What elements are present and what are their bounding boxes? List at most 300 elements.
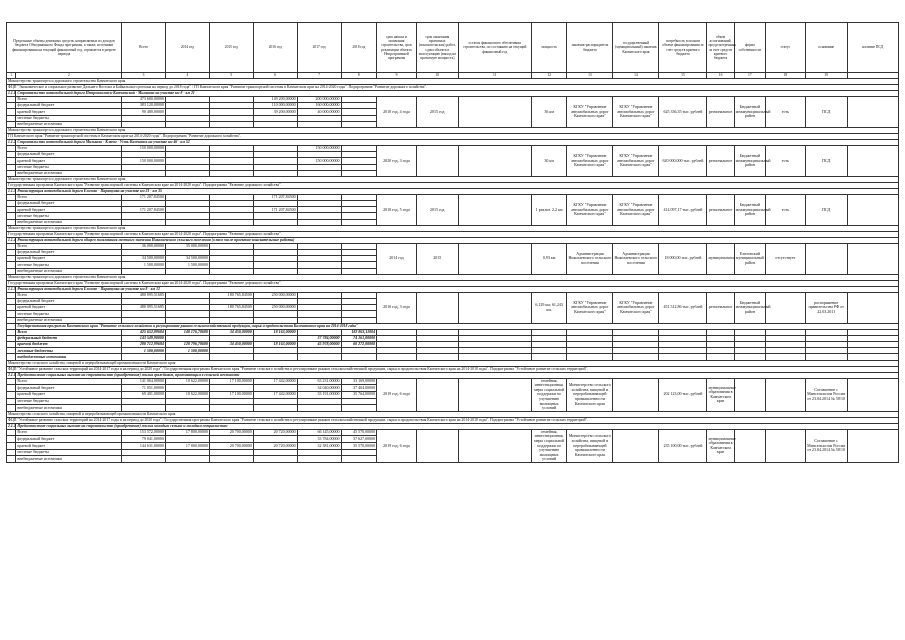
status-cell: есть [766, 145, 806, 176]
funding-value: 63 231,00000 [297, 378, 341, 385]
column-number: 13 [567, 73, 613, 79]
column-number: 2 [16, 73, 122, 79]
funding-source: внебюджетные источники [16, 317, 122, 323]
funding-source: Всего [16, 145, 122, 151]
psd-cell [847, 145, 898, 176]
object-number: 1.1.4 [8, 238, 16, 243]
period-cell: 2010 год, 4 года [377, 97, 417, 128]
ownership-cell: региональное [707, 292, 734, 323]
program-row-text: Государственная программа Камчатского края "Развитие транспортной системы в Камчатском крае на 2014-2020 годы". Подпрограмма "Развитие дорожного хозяйства". [7, 231, 899, 237]
object-title: Предоставление социальных выплат на строительство (приобретение) жилья молодым семьям и молодым специалистам [16, 423, 899, 429]
total-source: местные бюджеты [16, 348, 122, 354]
remainder-cell [458, 429, 531, 462]
object-title: Предоставление социальных выплат на строительство (приобретение) жилья гражданам, проживающим в сельской местности [16, 372, 899, 378]
funding-value: 39 200,00000 [253, 109, 297, 115]
funding-value [341, 405, 377, 412]
funding-value: 20 700,00000 [209, 443, 253, 450]
funding-value: 34 500,00000 [122, 256, 166, 262]
funding-value [297, 456, 341, 463]
psd-cell [847, 97, 898, 128]
blank-cell [7, 429, 16, 436]
need-cell: 235 100,00 тыс. рублей [659, 429, 707, 462]
header-power: мощность [531, 23, 567, 73]
report-cell [416, 292, 458, 323]
period-cell: 2020 год, 3 года [377, 145, 417, 176]
funding-value: 17 442,00000 [253, 391, 297, 398]
funding-value [297, 449, 341, 456]
funding-value [165, 405, 209, 412]
gov-customer-cell [613, 378, 659, 411]
header-basis: основание [805, 23, 847, 73]
funding-source: федеральный бюджет [16, 103, 122, 109]
funding-value: 480 095,51685 [122, 305, 166, 311]
funding-value [209, 449, 253, 456]
program-row-text: ГП Камчатского края "Развитие транспортной системы в Камчатском крае на 2014-2020 годы". Подпрограмма "Развитие дорожного хозяйства". [7, 133, 899, 139]
funding-value [122, 449, 166, 456]
customer-cell: КГКУ "Управление автомобильных дорог Камчатского края" [567, 292, 613, 323]
remainder-cell [458, 292, 531, 323]
psd-cell [847, 429, 898, 462]
funding-source: внебюджетные источники [16, 219, 122, 225]
funding-value: 36 000,00000 [122, 243, 166, 249]
funding-value: 160 000,00000 [297, 103, 341, 109]
funding-value [297, 405, 341, 412]
district-cell [734, 429, 765, 462]
total-value: 37 784,00000 [297, 335, 341, 341]
column-number: 4 [165, 73, 209, 79]
column-number: 3 [122, 73, 166, 79]
funding-source: внебюджетные источники [16, 121, 122, 127]
header-2015: 2015 год [209, 23, 253, 73]
ministry-row-text: Министерство транспорта и дорожного строительства Камчатского края [7, 79, 899, 85]
district-cell: Бюджетный межмуниципальный район [734, 194, 765, 225]
header-ownership: форма собственности [734, 23, 765, 73]
ownership-cell: региональное [707, 97, 734, 128]
header-assign: объем ассигнований, предусмотренных за счет средств краевого бюджета [707, 23, 734, 73]
funding-value [253, 385, 297, 392]
funding-row [7, 429, 899, 436]
funding-value: 10 622,00000 [165, 391, 209, 398]
funding-source: местные бюджеты [16, 115, 122, 121]
status-cell: есть [766, 194, 806, 225]
funding-source: краевой бюджет [16, 391, 122, 398]
customer-cell: Администрация Николаевского сельского поселения [567, 243, 613, 274]
funding-value: 1 500,00000 [165, 262, 209, 268]
basis-cell: ПСД [805, 97, 847, 128]
need-cell: 18 000,00 тыс. рублей [659, 243, 707, 274]
psd-cell [847, 292, 898, 323]
header-2018: 2018 год [341, 23, 377, 73]
column-number: 7 [297, 73, 341, 79]
funding-row [7, 194, 899, 200]
column-number: 19 [805, 73, 847, 79]
funding-value: 71 051,00000 [122, 385, 166, 392]
funding-source: внебюджетные источники [16, 456, 122, 463]
report-cell: 2015 год [416, 194, 458, 225]
funding-value [209, 436, 253, 443]
psd-cell [847, 243, 898, 274]
funding-value: 33 169,00000 [341, 378, 377, 385]
period-cell: 2019 год, 6 года [377, 378, 417, 411]
funding-source: Всего [16, 243, 122, 249]
funding-value: 32 381,00000 [297, 443, 341, 450]
program-row-text: ФЦП "Устойчивое развитие сельских территорий на 2014-2017 годы и на период до 2020 года" / Государственная программа Камчатского края "Развитие сельского хозяйства и регулирование рынков сельскохозяйственной продукции, сырья и продовольствия Камчатского края на 2014-2018 годы". Подпрограмма "Устойчивое развитие сельских территорий". [7, 366, 899, 372]
column-number: 14 [613, 73, 659, 79]
total-value: 18 163,00000 [253, 342, 297, 348]
need-cell: 625 336,35 тыс. рублей [659, 97, 707, 128]
blank-cell [7, 378, 16, 385]
total-value: 1 500,00000 [165, 348, 209, 354]
funding-value: 180 765,84500 [209, 305, 253, 311]
funding-value: 17 800,00000 [165, 443, 209, 450]
funding-source: федеральный бюджет [16, 250, 122, 256]
column-number: 5 [209, 73, 253, 79]
column-number: 9 [377, 73, 417, 79]
funding-value: 250 000,00000 [253, 292, 297, 298]
funding-source: внебюджетные источники [16, 405, 122, 412]
funding-value: 171 207,84500 [253, 194, 297, 200]
funding-value: 20 720,00000 [253, 443, 297, 450]
total-value: 45 978,00000 [297, 342, 341, 348]
customer-cell: Министерство сельского хозяйства, пищевой и перерабатывающей промышленности Камчатского края [567, 429, 613, 462]
customer-cell: КГКУ "Управление автомобильных дорог Камчатского края" [567, 145, 613, 176]
funding-source: федеральный бюджет [16, 385, 122, 392]
blank-cell [7, 385, 16, 392]
basis-cell: ПСД [805, 145, 847, 176]
funding-value: 17 100,00000 [209, 391, 253, 398]
blank-cell [7, 391, 16, 398]
column-number: 6 [253, 73, 297, 79]
funding-source: краевой бюджет [16, 109, 122, 115]
header-2014: 2014 год [165, 23, 209, 73]
funding-value [209, 405, 253, 412]
customer-cell: КГКУ "Управление автомобильных дорог Камчатского края" [567, 97, 613, 128]
funding-source: местные бюджеты [16, 449, 122, 456]
need-cell: 202 123,00 тыс. рублей [659, 378, 707, 411]
funding-value: 34 500,00000 [165, 256, 209, 262]
funding-value [209, 385, 253, 392]
ministry-row-text: Министерство транспорта и дорожного строительства Камчатского края [7, 127, 899, 133]
funding-row [7, 145, 899, 151]
total-value: 74 161,00000 [341, 335, 377, 341]
header-2016: 2016 год [253, 23, 297, 73]
object-number: 1.1.2 [8, 140, 16, 145]
ministry-row-text: Министерство транспорта и дорожного строительства Камчатского края [7, 225, 899, 231]
power-cell: 36 км [531, 97, 567, 128]
header-source: Предельные объемы денежных средств, направляемых из доходов бюджета Объединенного Фонда программы, а также, источники финансирования на текущий финансовый год, отражается в разрезе периода [7, 23, 122, 73]
funding-value: 200 000,00000 [297, 97, 341, 103]
blank-cell [7, 443, 16, 450]
funding-value [122, 456, 166, 463]
funding-source: краевой бюджет [16, 207, 122, 213]
remainder-cell [458, 243, 531, 274]
power-cell: 0,93 км [531, 243, 567, 274]
report-cell: 2015 год [416, 97, 458, 128]
column-number: 11 [458, 73, 531, 79]
column-number: 15 [659, 73, 707, 79]
funding-source: Всего [16, 378, 122, 385]
funding-value [122, 405, 166, 412]
header-remainder: остаток финансового обеспечения строительства, по состоянию на текущий финансовый год [458, 23, 531, 73]
ownership-cell: муниципальное [707, 243, 734, 274]
funding-value: 90 480,00000 [122, 109, 166, 115]
funding-value: 250 000,00000 [253, 305, 297, 311]
gov-customer-cell: КГКУ "Управление автомобильных дорог Камчатского края" [613, 97, 659, 128]
ownership-cell: муниципальные образования в Камчатском крае [707, 429, 734, 462]
total-value: 140 176,78680 [165, 329, 209, 335]
funding-source: Всего [16, 194, 122, 200]
status-cell: отсутствует [766, 243, 806, 274]
object-number: 1.1.5 [8, 286, 16, 291]
funding-value [165, 436, 209, 443]
district-cell [734, 378, 765, 411]
funding-value: 473 600,00000 [122, 97, 166, 103]
power-cell: семейная, инвестиционная, меры социальной поддержки по улучшению жилищных условий [531, 429, 567, 462]
funding-value: 37 404,00000 [341, 385, 377, 392]
funding-value: 150 000,00000 [297, 145, 341, 151]
total-value: 34 450,00000 [209, 329, 253, 335]
program-row-text: ФЦП "Устойчивое развитие сельских территорий на 2014-2017 годы и на период до 2020 года" / Государственная программа Камчатского края "Развитие сельского хозяйства и регулирование рынков сельскохозяйственной продукции, сырья и продовольствия Камчатского края на 2014-2018 годы". Подпрограмма "Устойчивое развитие сельских территорий". [7, 417, 899, 423]
total-value: 182 863,11004 [341, 329, 377, 335]
column-number: 1 [7, 73, 16, 79]
funding-value: 144 631,00000 [122, 443, 166, 450]
funding-source: краевой бюджет [16, 305, 122, 311]
total-source: федеральный бюджет [16, 335, 122, 341]
status-cell: есть [766, 97, 806, 128]
object-title: Реконструкция автомобильной дороги общего пользования местного значения Николаевского сельского поселения (в том числе проектно-изыскательские работы) [16, 237, 899, 243]
basis-cell: Соглашение с Минсельхозом России от 23.04.2014 № 58/10 [805, 378, 847, 411]
ownership-cell: региональное [707, 145, 734, 176]
report-cell [416, 429, 458, 462]
funding-value [165, 398, 209, 405]
column-number: 12 [531, 73, 567, 79]
funding-value: 150 000,00000 [122, 158, 166, 164]
funding-source: местные бюджеты [16, 262, 122, 268]
period-cell: 2014 год [377, 243, 417, 274]
program-row-text: ФЦП "Экономическое и социальное развитие Дальнего Востока и Байкальского региона на период до 2018 года" / ГП Камчатского края "Развитие транспортной системы в Камчатском крае на 2014-2020 годы". Подпрограмма "Развитие дорожного хозяйства". [7, 85, 899, 91]
funding-value [122, 398, 166, 405]
blank-cell [7, 405, 16, 412]
investment-table [6, 22, 899, 463]
funding-value [165, 449, 209, 456]
funding-value [209, 456, 253, 463]
remainder-cell [458, 97, 531, 128]
district-cell: Бюджетный межмуниципальный район [734, 145, 765, 176]
funding-value: 171 207,84500 [253, 207, 297, 213]
basis-cell: Соглашение с Минсельхозом России от 23.04.2014 № 58/10 [805, 429, 847, 462]
funding-source: местные бюджеты [16, 164, 122, 170]
funding-value: 20 700,00000 [209, 429, 253, 436]
funding-value: 171 207,84500 [122, 207, 166, 213]
funding-value: 37 627,00000 [341, 436, 377, 443]
funding-value: 180 765,84500 [209, 292, 253, 298]
funding-value: 17 800,00000 [165, 429, 209, 436]
remainder-cell [458, 378, 531, 411]
object-number: 2.1.1 [8, 372, 16, 377]
period-cell: 2016 год, 3 года [377, 292, 417, 323]
funding-source: местные бюджеты [16, 398, 122, 405]
blank-cell [7, 449, 16, 456]
total-value: 60 272,00000 [341, 342, 377, 348]
funding-source: Всего [16, 97, 122, 103]
funding-source: федеральный бюджет [16, 152, 122, 158]
header-row [7, 23, 899, 73]
basis-cell: ПСД [805, 194, 847, 225]
total-value: 34 450,00000 [209, 342, 253, 348]
funding-source: внебюджетные источники [16, 268, 122, 274]
funding-value [297, 398, 341, 405]
program-row-text: Государственная программа Камчатского края "Развитие транспортной системы в Камчатском крае на 2014-2020 годы". Подпрограмма "Развитие дорожного хозяйства". [7, 182, 899, 188]
funding-value: 10 622,00000 [165, 378, 209, 385]
report-cell [416, 378, 458, 411]
gov-customer-cell: КГКУ "Управление автомобильных дорог Камчатского края" [613, 194, 659, 225]
funding-value: 20 720,00000 [253, 429, 297, 436]
power-cell: 1 реализ. 2,2 км [531, 194, 567, 225]
funding-value: 69 401,00000 [122, 391, 166, 398]
district-cell: Бюджетный межмуниципальный район [734, 97, 765, 128]
funding-value [165, 456, 209, 463]
funding-source: федеральный бюджет [16, 298, 122, 304]
funding-value [253, 436, 297, 443]
funding-value: 150 000,00000 [297, 158, 341, 164]
basis-cell [805, 243, 847, 274]
blank-cell [7, 456, 16, 463]
funding-value: 35 000,00000 [165, 243, 209, 249]
funding-value: 33 191,00000 [297, 391, 341, 398]
customer-cell: Министерство сельского хозяйства, пищевой и перерабатывающей промышленности Камчатского края [567, 378, 613, 411]
report-cell [416, 145, 458, 176]
status-cell [766, 429, 806, 462]
header-psd: наличие ПСД [847, 23, 898, 73]
object-title: Строительство автомобильной дороги Петропавловск-Камчатский - Мильково на участке км 8 - км 21 [16, 91, 899, 97]
object-number: 1.1.3 [8, 189, 16, 194]
ownership-cell: муниципальные образования в Камчатском крае [707, 378, 734, 411]
funding-value: 45 570,00000 [341, 429, 377, 436]
psd-cell [847, 194, 898, 225]
remainder-cell [458, 145, 531, 176]
funding-value [341, 449, 377, 456]
total-source: внебюджетные источники [16, 354, 122, 360]
psd-cell [847, 378, 898, 411]
power-cell: 30 км [531, 145, 567, 176]
funding-value [253, 405, 297, 412]
column-number: 10 [416, 73, 458, 79]
power-cell: семейная, инвестиционная, меры социальной поддержки по улучшению жилищных условий [531, 378, 567, 411]
funding-value: 35 570,00000 [341, 443, 377, 450]
funding-source: местные бюджеты [16, 213, 122, 219]
object-title: Строительство автомобильной дороги Мильково - Ключи - Усть-Камчатск на участке км 46 - км 52 [16, 139, 899, 145]
funding-value: 383 120,00000 [122, 103, 166, 109]
need-cell: 620 000,000 тыс. рублей [659, 145, 707, 176]
district-cell: Елизовский муниципальный район [734, 243, 765, 274]
total-value: 280 712,99684 [122, 342, 166, 348]
funding-source: внебюджетные источники [16, 170, 122, 176]
status-cell [766, 378, 806, 411]
object-title: Реконструкция автомобильной дороги Елизово - Паратунка на участке км 8 - км 12 [16, 286, 899, 292]
funding-value: 40 000,00000 [297, 109, 341, 115]
total-value: 143 549,90000 [122, 335, 166, 341]
period-cell: 2010 год, 5 года [377, 194, 417, 225]
header-status: статус [766, 23, 806, 73]
column-number: 17 [734, 73, 765, 79]
funding-value: 35 764,00000 [341, 391, 377, 398]
funding-value: 79 041,00000 [122, 436, 166, 443]
header-gov-customer: государственный (муниципальный) заказчик Камчатского края [613, 23, 659, 73]
object-number: 1.1.1 [8, 91, 16, 96]
funding-value: 17 442,00000 [253, 378, 297, 385]
need-cell: 451 512,86 тыс. рублей [659, 292, 707, 323]
total-value: 18 163,00000 [253, 329, 297, 335]
funding-value [165, 385, 209, 392]
ownership-cell: региональное [707, 194, 734, 225]
header-customer: заказчик-распорядитель бюджета [567, 23, 613, 73]
funding-value: 149 200,00000 [253, 97, 297, 103]
funding-source: Всего [16, 429, 122, 436]
object-number: 2.1.2 [8, 423, 16, 428]
blank-cell [7, 398, 16, 405]
remainder-cell [458, 194, 531, 225]
funding-value: 33 784,00000 [297, 436, 341, 443]
total-value: 128 796,78680 [165, 342, 209, 348]
gov-customer-cell: КГКУ "Управление автомобильных дорог Камчатского края" [613, 145, 659, 176]
total-title: Государственная программа Камчатского края "Развитие сельского хозяйства и регулирование рынков сельскохозяйственной продукции, сырья и продовольствия Камчатского края на 2014-2018 годы" [16, 323, 899, 329]
column-number: 18 [766, 73, 806, 79]
need-cell: 414 097,17 тыс. рублей [659, 194, 707, 225]
funding-source: Всего [16, 292, 122, 298]
header-period: срок начала и окончания строительства, срок реализации объекта Непрограммной программы [377, 23, 417, 73]
total-value: 425 652,89684 [122, 329, 166, 335]
funding-value: 1 500,00000 [122, 262, 166, 268]
basis-cell: распоряжение правительства РФ от 22.03.2011 [805, 292, 847, 323]
funding-value [253, 456, 297, 463]
ministry-row-text: Министерство сельского хозяйства, пищевой и перерабатывающей промышленности Камчатского края [7, 411, 899, 417]
funding-value: 17 100,00000 [209, 378, 253, 385]
funding-value: 171 207,84500 [122, 194, 166, 200]
funding-value: 150 000,00000 [122, 145, 166, 151]
period-cell: 2019 год, 6 года [377, 429, 417, 462]
funding-value [253, 398, 297, 405]
header-design: срок окончания проектных (изыскательских) работ, сдача объекта в эксплуатацию (выход на проектную мощность) [416, 23, 458, 73]
program-row-text: Государственная программа Камчатского края "Развитие транспортной системы в Камчатском крае на 2014-2020 годы". Подпрограмма "Развитие дорожного хозяйства". [7, 280, 899, 286]
ministry-row-text: Министерство сельского хозяйства, пищевой и перерабатывающей промышленности Камчатского края [7, 360, 899, 366]
column-number: 8 [341, 73, 377, 79]
funding-source: федеральный бюджет [16, 201, 122, 207]
funding-source: краевой бюджет [16, 443, 122, 450]
funding-value [209, 398, 253, 405]
gov-customer-cell: Администрация Николаевского сельского поселения [613, 243, 659, 274]
funding-value: 153 572,00000 [122, 429, 166, 436]
blank-cell [7, 436, 16, 443]
funding-value: 66 145,00000 [297, 429, 341, 436]
total-source: Всего [16, 329, 122, 335]
funding-source: федеральный бюджет [16, 436, 122, 443]
funding-row [7, 292, 899, 298]
funding-source: местные бюджеты [16, 311, 122, 317]
funding-value: 110 000,00000 [253, 103, 297, 109]
customer-cell: КГКУ "Управление автомобильных дорог Камчатского края" [567, 194, 613, 225]
funding-value [341, 456, 377, 463]
funding-row [7, 378, 899, 385]
header-total: Всего [122, 23, 166, 73]
funding-value [341, 398, 377, 405]
funding-value: 34 040,00000 [297, 385, 341, 392]
gov-customer-cell [613, 429, 659, 462]
funding-source: краевой бюджет [16, 256, 122, 262]
ministry-row-text: Министерство транспорта и дорожного строительства Камчатского края [7, 176, 899, 182]
header-need: потребность в полном объеме финансирования за счет средств краевого бюджета [659, 23, 707, 73]
header-2017: 2017 год [297, 23, 341, 73]
funding-value [253, 449, 297, 456]
